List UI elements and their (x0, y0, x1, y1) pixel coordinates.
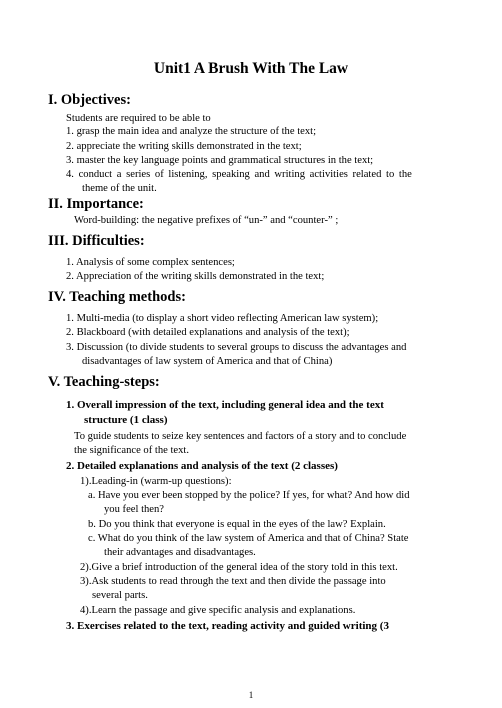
step-1-body-cont: the significance of the text. (74, 445, 190, 456)
objectives-heading: I. Objectives: (48, 92, 131, 108)
importance-text: Word-building: the negative prefixes of “un-” and “counter-” ; (74, 215, 339, 226)
question-a-cont: you feel then? (104, 504, 165, 515)
method-item: 1. Multi-media (to display a short video reflecting American law system); (66, 313, 379, 324)
question-b: b. Do you think that everyone is equal in the eyes of the law? Explain. (88, 519, 386, 530)
objective-item-cont: theme of the unit. (82, 183, 157, 194)
step-2-heading: 2. Detailed explanations and analysis of the text (2 classes) (66, 460, 338, 472)
objectives-intro: Students are required to be able to (66, 113, 211, 124)
question-c-cont: their advantages and disadvantages. (104, 547, 256, 558)
method-item: 2. Blackboard (with detailed explanations and analysis of the text); (66, 327, 350, 338)
objective-item: 4. conduct a series of listening, speaking and writing activities related to the (66, 169, 412, 180)
objective-item: 2. appreciate the writing skills demonstrated in the text; (66, 141, 302, 152)
page-number: 1 (248, 690, 254, 700)
step-2-item: 2).Give a brief introduction of the general idea of the story told in this text. (80, 562, 398, 573)
objective-item: 3. master the key language points and grammatical structures in the text; (66, 155, 374, 166)
step-2-item-cont: several parts. (92, 590, 148, 601)
method-item: 3. Discussion (to divide students to several groups to discuss the advantages and (66, 342, 407, 353)
difficulty-item: 1. Analysis of some complex sentences; (66, 257, 235, 268)
difficulties-heading: III. Difficulties: (48, 233, 145, 249)
step-2-leadin: 1).Leading-in (warm-up questions): (80, 476, 232, 487)
step-1-heading-cont: structure (1 class) (84, 414, 168, 426)
step-2-item: 4).Learn the passage and give specific analysis and explanations. (80, 605, 356, 616)
importance-heading: II. Importance: (48, 196, 144, 212)
step-3-heading: 3. Exercises related to the text, reading activity and guided writing (3 (66, 620, 389, 632)
difficulty-item: 2. Appreciation of the writing skills demonstrated in the text; (66, 271, 325, 282)
step-2-item: 3).Ask students to read through the text and then divide the passage into (80, 576, 386, 587)
question-c: c. What do you think of the law system of America and that of China? State (88, 533, 409, 544)
step-1-heading: 1. Overall impression of the text, including general idea and the text (66, 399, 384, 411)
objective-item: 1. grasp the main idea and analyze the structure of the text; (66, 126, 317, 137)
step-1-body: To guide students to seize key sentences and factors of a story and to conclude (74, 431, 407, 442)
methods-heading: IV. Teaching methods: (48, 289, 186, 305)
method-item-cont: disadvantages of law system of America and that of China) (82, 356, 333, 367)
page-title: Unit1 A Brush With The Law (153, 60, 349, 77)
steps-heading: V. Teaching-steps: (48, 374, 160, 390)
question-a: a. Have you ever been stopped by the police? If yes, for what? And how did (88, 490, 410, 501)
